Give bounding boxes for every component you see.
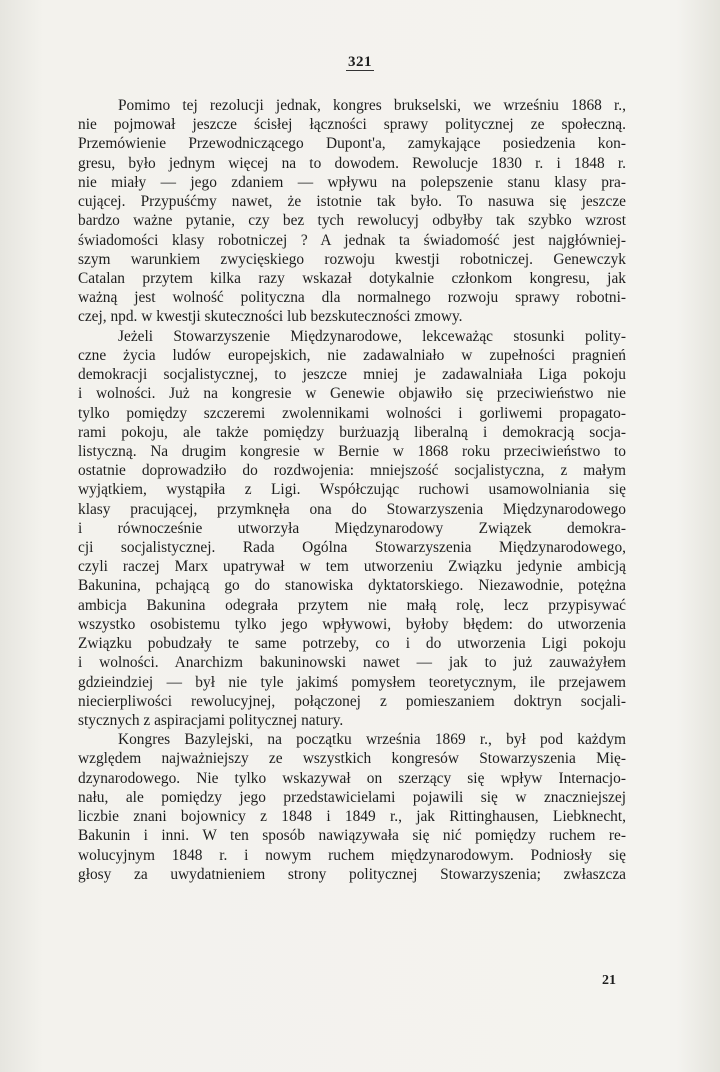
page-number — [0, 54, 720, 71]
page-number-text: 321 — [348, 54, 372, 70]
text-line: niecierpliwości rewolucyjnej, połączonej z pomieszaniem doktryn socjali- — [78, 692, 626, 710]
text-line: i wolności. Anarchizm bakuninowski nawet — jak to już zauważyłem — [78, 654, 626, 672]
text-line: wolucyjnym 1848 r. i nowym ruchem międzynarodowym. Podniosły się — [78, 846, 626, 864]
text-line: i równocześnie utworzyła Międzynarodowy Związek demokra- — [78, 519, 626, 537]
text-line: ambicja Bakunina odegrała przytem nie małą rolę, lecz przypisywać — [78, 596, 626, 614]
text-line: szym warunkiem zwycięskiego rozwoju kwestji robotniczej. Genewczyk — [78, 250, 626, 268]
text-line: liczbie znani bojownicy z 1848 i 1849 r., jak Rittinghausen, Liebknecht, — [78, 808, 626, 826]
text-line: bardzo ważne pytanie, czy bez tych rewolucyj odbyłby tak szybko wzrost — [78, 212, 626, 230]
body-text — [78, 96, 626, 884]
text-line: czne życia ludów europejskich, nie zadawalniało w zupełności pragnień — [78, 346, 626, 364]
text-line: klasy pracującej, przymknęła ona do Stowarzyszenia Międzynarodowego — [78, 500, 626, 518]
text-line: wyjątkiem, wystąpiła z Ligi. Współczując ruchowi usamowolniania się — [78, 481, 626, 499]
text-line: ważną jest wolność polityczna dla normalnego rozwoju sprawy robotni- — [78, 289, 626, 307]
printer-signature-mark: 21 — [602, 973, 616, 988]
text-line: demokracji socjalistycznej, to jeszcze mniej je zadawalniała Liga pokoju — [78, 366, 626, 384]
text-line: świadomości klasy robotniczej ? A jednak ta świadomość jest najgłówniej- — [78, 231, 626, 249]
text-line: Pomimo tej rezolucji jednak, kongres brukselski, we wrześniu 1868 r., — [118, 97, 626, 114]
text-line: ostatnie doprowadziło do rozdwojenia: mniejszość socjalistyczna, z małym — [78, 462, 626, 480]
text-line: gresu, było jednym więcej na to dowodem. Rewolucje 1830 r. i 1848 r. — [78, 154, 626, 172]
text-line: Bakunin i inni. W ten sposób nawiązywała się nić pomiędzy ruchem re- — [78, 827, 626, 845]
text-line: Jeżeli Stowarzyszenie Międzynarodowe, lekceważąc stosunki polity- — [118, 327, 626, 345]
text-line: listyczną. Na drugim kongresie w Bernie w 1868 roku przeciwieństwo to — [78, 442, 626, 460]
text-line: głosy za uwydatnieniem strony politycznej Stowarzyszenia; zwłaszcza — [78, 865, 626, 883]
text-line: Bakunina, pchającą go do stanowiska dyktatorskiego. Niezawodnie, potężna — [78, 577, 626, 595]
text-line: Kongres Bazylejski, na początku września 1869 r., był pod każdym — [118, 731, 626, 749]
text-line: stycznych z aspiracjami politycznej natury. — [78, 712, 344, 729]
text-line: Związku pobudzały te same potrzeby, co i do utworzenia Ligi pokoju — [78, 635, 626, 653]
text-line: rami pokoju, ale także pomiędzy burżuazją liberalną i demokracją socja- — [78, 423, 626, 441]
text-line: nału, ale pomiędzy jego przedstawicielami pojawili się w znaczniejszej — [78, 788, 626, 806]
text-line: tylko pomiędzy szczeremi zwolennikami wolności i gorliwemi propagato- — [78, 404, 626, 422]
text-line: dzynarodowego. Nie tylko wskazywał on szerzący się wpływ Internacjo- — [78, 769, 626, 787]
text-line: cji socjalistycznej. Rada Ogólna Stowarzyszenia Międzynarodowego, — [78, 539, 626, 557]
text-line: gdzieindziej — był nie tyle jakimś pomysłem teoretycznym, ile przejawem — [78, 673, 626, 691]
text-line: czej, npd. w kwestji skuteczności lub bezskuteczności zmowy. — [78, 308, 463, 326]
text-line: Catalan przytem kilka razy wskazał dotykalnie członkom kongresu, jak — [78, 269, 626, 287]
text-line: i wolności. Już na kongresie w Genewie objawiło się przeciwieństwo nie — [78, 385, 626, 403]
text-line: czyli raczej Marx upatrywał w tem utworzeniu Związku jedynie ambicją — [78, 558, 626, 576]
text-line: względem najważniejszy ze wszystkich kongresów Stowarzyszenia Mię- — [78, 750, 626, 768]
text-line: cującej. Przypuśćmy nawet, że istotnie tak było. To nasuwa się jeszcze — [78, 193, 626, 211]
text-line: wszystko osobistemu tylko jego wpływowi, byłoby błędem: do utworzenia — [78, 615, 626, 633]
text-line: nie miały — jego zdaniem — wpływu na polepszenie stanu klasy pra- — [78, 173, 626, 191]
text-line: nie pojmował jeszcze ścisłej łączności sprawy politycznej ze społeczną. — [78, 116, 626, 134]
text-line: Przemówienie Przewodniczącego Dupont'a, zamykające posiedzenia kon- — [78, 135, 626, 153]
